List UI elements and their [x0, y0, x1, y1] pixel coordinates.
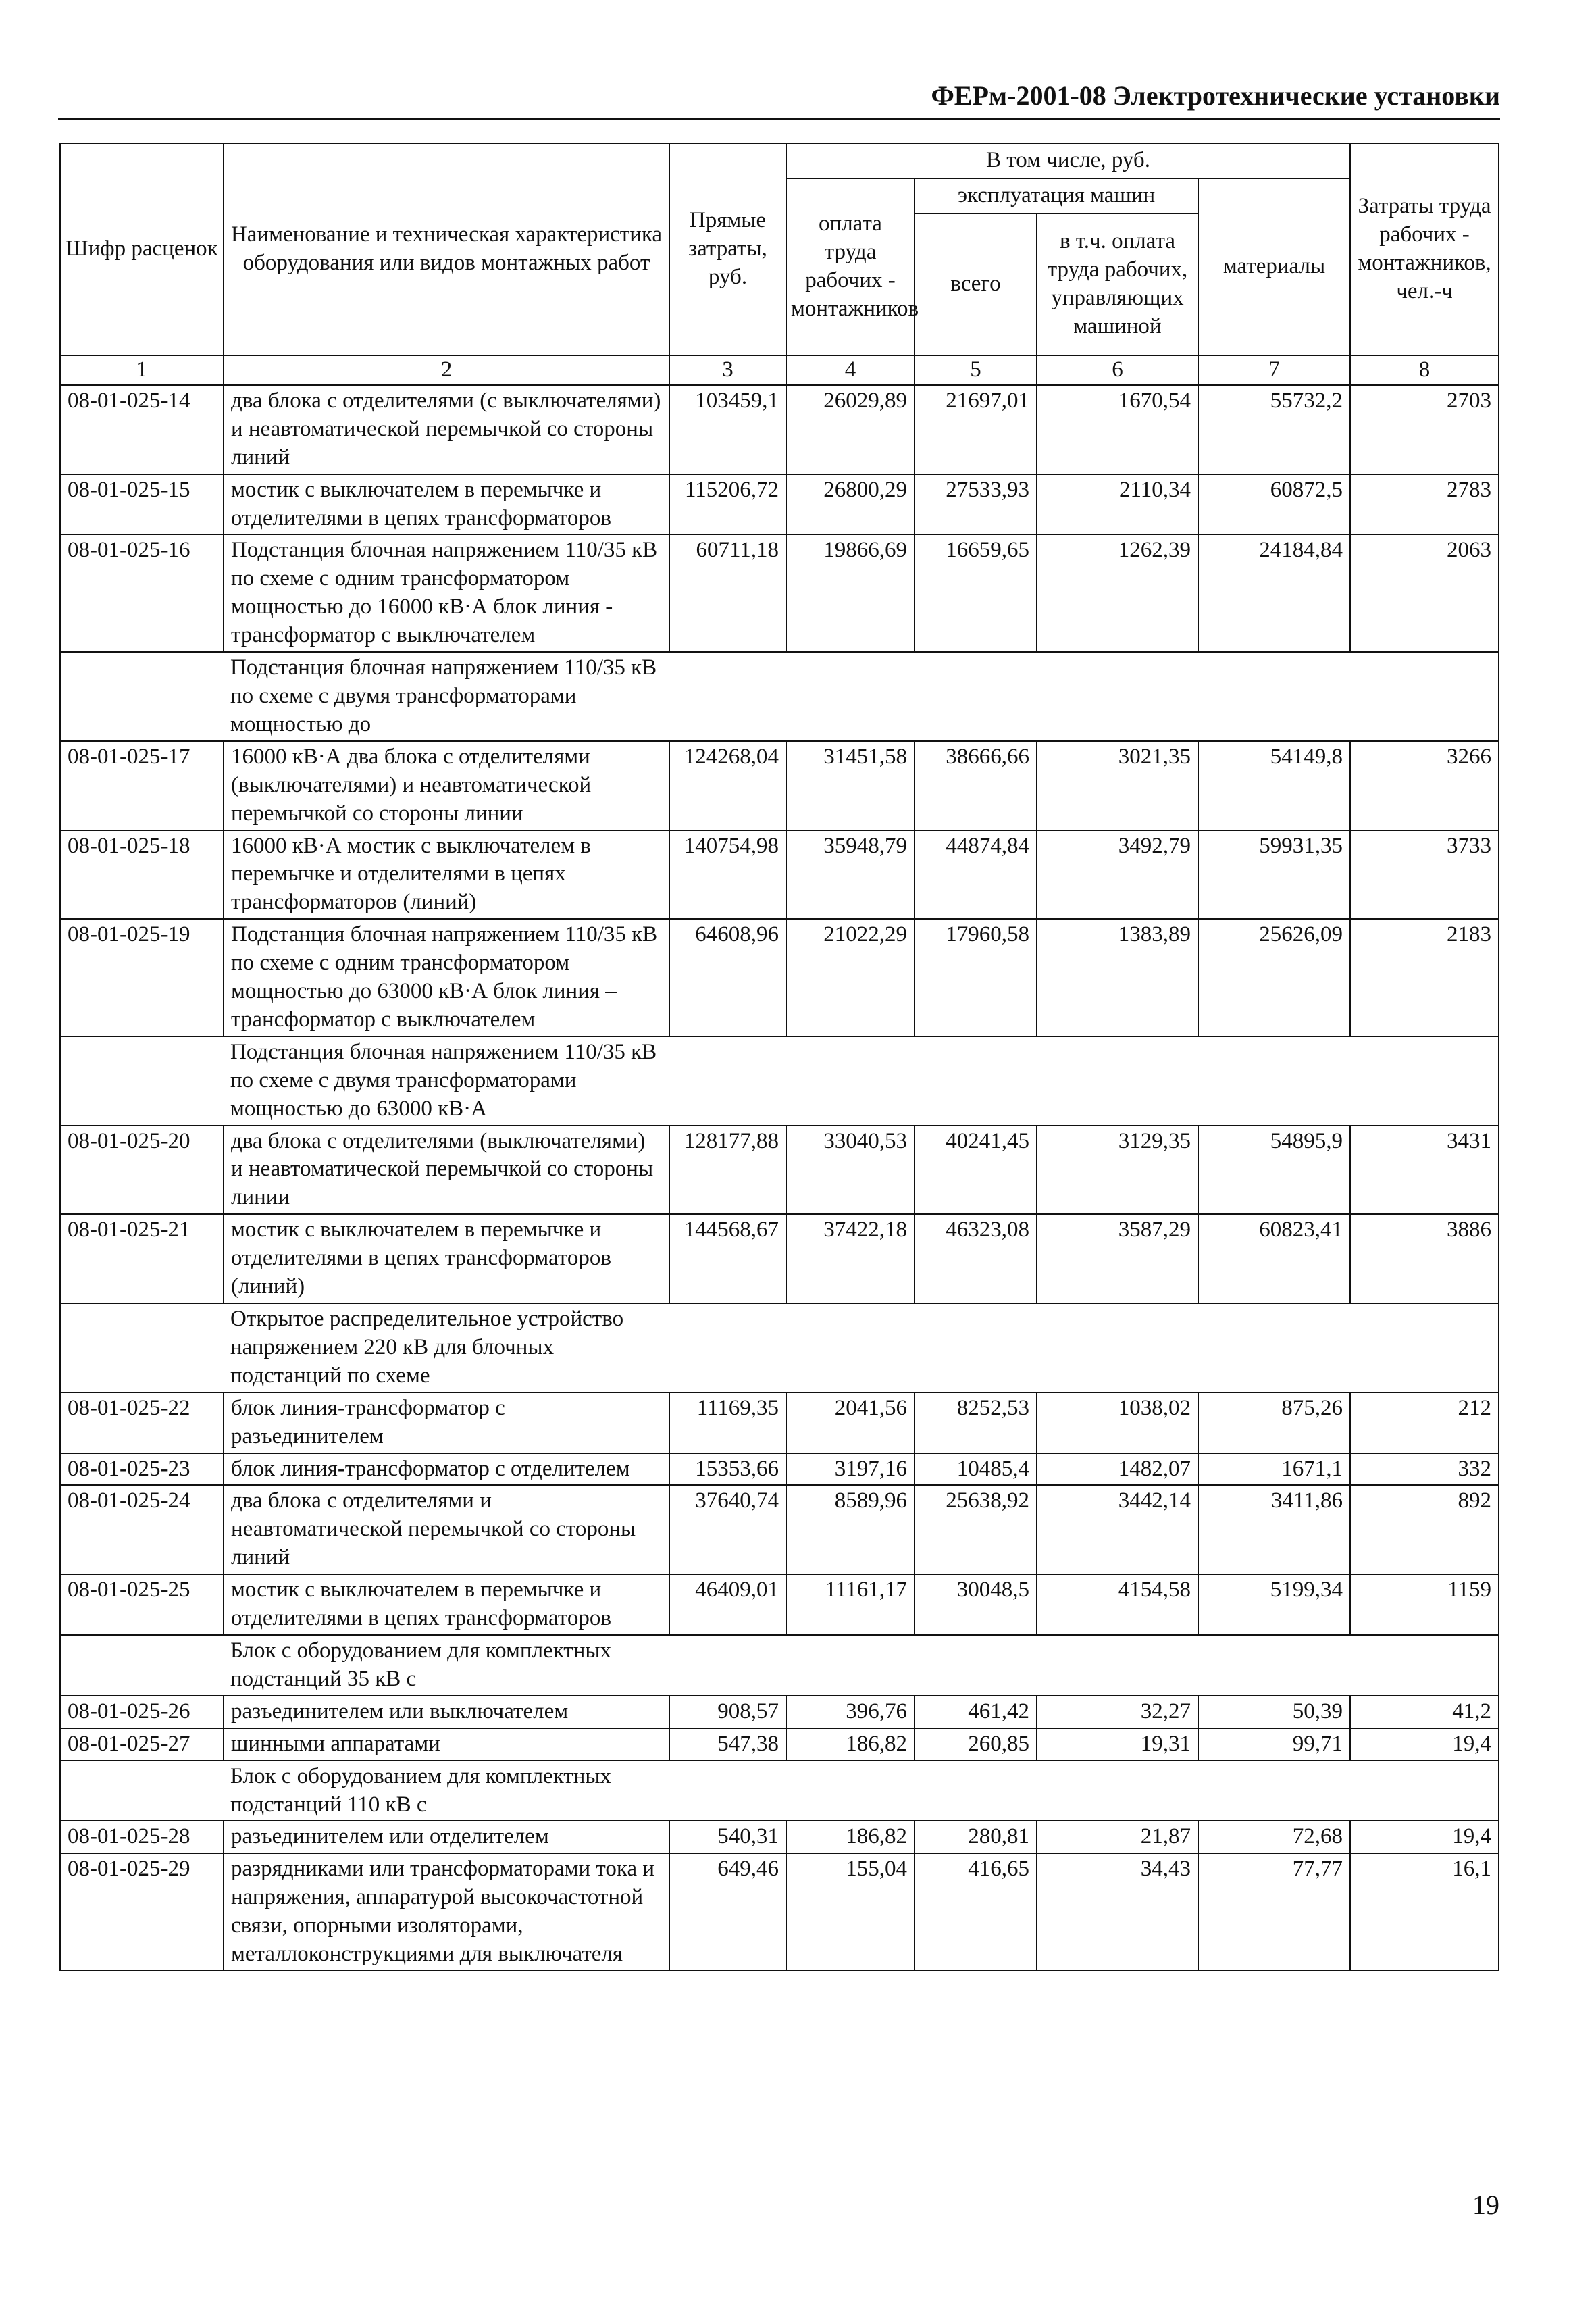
- rate-code: 08-01-025-26: [60, 1696, 224, 1728]
- value-materials: 60872,5: [1198, 474, 1350, 535]
- value-direct: 124268,04: [669, 741, 786, 830]
- value-direct: 908,57: [669, 1696, 786, 1728]
- value-machines-wages: 3587,29: [1037, 1214, 1198, 1303]
- value-direct: 11169,35: [669, 1392, 786, 1453]
- section-title: Блок с оборудованием для комплектных подстанций 110 кВ с: [224, 1761, 669, 1821]
- header-direct-costs: Прямые затраты, руб.: [669, 143, 786, 355]
- rate-description: Подстанция блочная напряжением 110/35 кВ по схеме с одним трансформатором мощностью до 63000 кВ·А блок линия – трансформатор с выключателем: [224, 919, 669, 1036]
- rates-table-body: [60, 385, 1499, 1971]
- value-machines-wages: 1482,07: [1037, 1453, 1198, 1486]
- column-number: 1: [60, 355, 224, 385]
- rate-code: 08-01-025-19: [60, 919, 224, 1036]
- rate-code: 08-01-025-21: [60, 1214, 224, 1303]
- value-wages: 26029,89: [786, 385, 915, 474]
- rate-description: два блока с отделителями (с выключателями) и неавтоматической перемычкой со стороны линий: [224, 385, 669, 474]
- value-machines-wages: 1670,54: [1037, 385, 1198, 474]
- header-machines-total: всего: [915, 213, 1037, 355]
- section-blank-cell: [60, 1303, 224, 1392]
- value-labor: 332: [1350, 1453, 1499, 1486]
- section-blank-cell: [60, 1036, 224, 1126]
- value-wages: 35948,79: [786, 830, 915, 920]
- value-machines-total: 16659,65: [915, 534, 1037, 652]
- header-machines-wages: в т.ч. оплата труда рабочих, управляющих машиной: [1037, 213, 1198, 355]
- value-labor: 3733: [1350, 830, 1499, 920]
- value-direct: 115206,72: [669, 474, 786, 535]
- value-labor: 19,4: [1350, 1821, 1499, 1853]
- rate-description: 16000 кВ·А два блока с отделителями (выключателями) и неавтоматической перемычкой со стороны линии: [224, 741, 669, 830]
- table-row: [60, 1728, 1499, 1761]
- value-machines-total: 30048,5: [915, 1574, 1037, 1635]
- value-wages: 186,82: [786, 1728, 915, 1761]
- value-materials: 54149,8: [1198, 741, 1350, 830]
- value-materials: 1671,1: [1198, 1453, 1350, 1486]
- section-row: [60, 1635, 1499, 1696]
- section-blank-cell: [60, 652, 224, 741]
- value-machines-total: 38666,66: [915, 741, 1037, 830]
- rate-code: 08-01-025-17: [60, 741, 224, 830]
- value-machines-total: 461,42: [915, 1696, 1037, 1728]
- section-title: Открытое распределительное устройство напряжением 220 кВ для блочных подстанций по схеме: [224, 1303, 669, 1392]
- rate-code: 08-01-025-27: [60, 1728, 224, 1761]
- column-number: 3: [669, 355, 786, 385]
- value-direct: 540,31: [669, 1821, 786, 1853]
- column-number: 6: [1037, 355, 1198, 385]
- value-direct: 649,46: [669, 1853, 786, 1971]
- rate-description: разрядниками или трансформаторами тока и напряжения, аппаратурой высокочастотной связи, опорными изоляторами, металлоконструкциями для выключателя: [224, 1853, 669, 1971]
- rate-code: 08-01-025-16: [60, 534, 224, 652]
- table-row: [60, 534, 1499, 652]
- rate-description: Подстанция блочная напряжением 110/35 кВ по схеме с одним трансформатором мощностью до 16000 кВ·А блок линия - трансформатор с выключателем: [224, 534, 669, 652]
- column-number: 4: [786, 355, 915, 385]
- value-machines-wages: 3129,35: [1037, 1126, 1198, 1215]
- value-machines-wages: 1262,39: [1037, 534, 1198, 652]
- rate-code: 08-01-025-28: [60, 1821, 224, 1853]
- value-wages: 19866,69: [786, 534, 915, 652]
- table-row: [60, 1126, 1499, 1215]
- value-machines-total: 25638,92: [915, 1485, 1037, 1574]
- value-machines-wages: 3492,79: [1037, 830, 1198, 920]
- value-machines-wages: 34,43: [1037, 1853, 1198, 1971]
- value-labor: 212: [1350, 1392, 1499, 1453]
- value-materials: 55732,2: [1198, 385, 1350, 474]
- value-machines-wages: 1383,89: [1037, 919, 1198, 1036]
- rate-description: мостик с выключателем в перемычке и отделителями в цепях трансформаторов: [224, 1574, 669, 1635]
- value-machines-wages: 2110,34: [1037, 474, 1198, 535]
- value-labor: 892: [1350, 1485, 1499, 1574]
- table-row: [60, 1453, 1499, 1486]
- value-wages: 26800,29: [786, 474, 915, 535]
- value-wages: 37422,18: [786, 1214, 915, 1303]
- section-blank-cell: [669, 1761, 1499, 1821]
- rate-code: 08-01-025-15: [60, 474, 224, 535]
- value-labor: 3266: [1350, 741, 1499, 830]
- rate-description: разъединителем или отделителем: [224, 1821, 669, 1853]
- value-materials: 50,39: [1198, 1696, 1350, 1728]
- value-machines-total: 10485,4: [915, 1453, 1037, 1486]
- rate-description: мостик с выключателем в перемычке и отделителями в цепях трансформаторов: [224, 474, 669, 535]
- rate-description: разъединителем или выключателем: [224, 1696, 669, 1728]
- rate-code: 08-01-025-22: [60, 1392, 224, 1453]
- section-blank-cell: [669, 1303, 1499, 1392]
- rate-code: 08-01-025-20: [60, 1126, 224, 1215]
- value-machines-wages: 3021,35: [1037, 741, 1198, 830]
- value-labor: 2063: [1350, 534, 1499, 652]
- section-row: [60, 652, 1499, 741]
- value-labor: 3431: [1350, 1126, 1499, 1215]
- value-wages: 11161,17: [786, 1574, 915, 1635]
- value-machines-total: 280,81: [915, 1821, 1037, 1853]
- value-machines-wages: 32,27: [1037, 1696, 1198, 1728]
- value-machines-total: 8252,53: [915, 1392, 1037, 1453]
- value-machines-total: 44874,84: [915, 830, 1037, 920]
- value-direct: 46409,01: [669, 1574, 786, 1635]
- value-materials: 99,71: [1198, 1728, 1350, 1761]
- value-materials: 25626,09: [1198, 919, 1350, 1036]
- value-materials: 5199,34: [1198, 1574, 1350, 1635]
- value-direct: 15353,66: [669, 1453, 786, 1486]
- value-machines-total: 21697,01: [915, 385, 1037, 474]
- value-machines-wages: 21,87: [1037, 1821, 1198, 1853]
- header-labor: Затраты труда рабочих - монтажников, чел.-ч: [1350, 143, 1499, 355]
- rate-description: блок линия-трансформатор с разъединителем: [224, 1392, 669, 1453]
- value-materials: 3411,86: [1198, 1485, 1350, 1574]
- section-row: [60, 1761, 1499, 1821]
- value-machines-wages: 1038,02: [1037, 1392, 1198, 1453]
- rate-description: блок линия-трансформатор с отделителем: [224, 1453, 669, 1486]
- section-blank-cell: [669, 1036, 1499, 1126]
- column-number: 5: [915, 355, 1037, 385]
- rate-code: 08-01-025-23: [60, 1453, 224, 1486]
- value-labor: 2703: [1350, 385, 1499, 474]
- value-machines-total: 46323,08: [915, 1214, 1037, 1303]
- rate-description: шинными аппаратами: [224, 1728, 669, 1761]
- value-labor: 19,4: [1350, 1728, 1499, 1761]
- value-wages: 31451,58: [786, 741, 915, 830]
- value-materials: 60823,41: [1198, 1214, 1350, 1303]
- rates-table: [59, 143, 1499, 1971]
- section-blank-cell: [669, 1635, 1499, 1696]
- value-machines-wages: 19,31: [1037, 1728, 1198, 1761]
- value-labor: 3886: [1350, 1214, 1499, 1303]
- value-materials: 24184,84: [1198, 534, 1350, 652]
- value-machines-wages: 3442,14: [1037, 1485, 1198, 1574]
- header-machines: эксплуатация машин: [915, 178, 1198, 213]
- value-wages: 186,82: [786, 1821, 915, 1853]
- value-materials: 54895,9: [1198, 1126, 1350, 1215]
- value-wages: 33040,53: [786, 1126, 915, 1215]
- value-direct: 144568,67: [669, 1214, 786, 1303]
- table-row: [60, 1574, 1499, 1635]
- value-wages: 3197,16: [786, 1453, 915, 1486]
- value-direct: 547,38: [669, 1728, 786, 1761]
- value-machines-total: 260,85: [915, 1728, 1037, 1761]
- value-direct: 140754,98: [669, 830, 786, 920]
- rate-description: два блока с отделителями и неавтоматической перемычкой со стороны линий: [224, 1485, 669, 1574]
- section-blank-cell: [669, 652, 1499, 741]
- table-row: [60, 1485, 1499, 1574]
- rate-code: 08-01-025-29: [60, 1853, 224, 1971]
- table-row: [60, 474, 1499, 535]
- value-materials: 77,77: [1198, 1853, 1350, 1971]
- table-row: [60, 919, 1499, 1036]
- section-row: [60, 1036, 1499, 1126]
- rate-code: 08-01-025-25: [60, 1574, 224, 1635]
- header-materials: материалы: [1198, 178, 1350, 355]
- section-row: [60, 1303, 1499, 1392]
- value-wages: 8589,96: [786, 1485, 915, 1574]
- table-row: [60, 1392, 1499, 1453]
- rate-code: 08-01-025-18: [60, 830, 224, 920]
- value-labor: 16,1: [1350, 1853, 1499, 1971]
- value-machines-total: 27533,93: [915, 474, 1037, 535]
- column-number: 8: [1350, 355, 1499, 385]
- value-labor: 41,2: [1350, 1696, 1499, 1728]
- page-header-title: ФЕРм-2001-08 Электротехнические установки: [931, 80, 1500, 111]
- value-direct: 37640,74: [669, 1485, 786, 1574]
- section-title: Блок с оборудованием для комплектных подстанций 35 кВ с: [224, 1635, 669, 1696]
- rate-code: 08-01-025-14: [60, 385, 224, 474]
- value-machines-total: 416,65: [915, 1853, 1037, 1971]
- header-including: В том числе, руб.: [786, 143, 1350, 178]
- table-row: [60, 1214, 1499, 1303]
- value-materials: 59931,35: [1198, 830, 1350, 920]
- section-title: Подстанция блочная напряжением 110/35 кВ по схеме с двумя трансформаторами мощностью до 63000 кВ·А: [224, 1036, 669, 1126]
- table-row: [60, 830, 1499, 920]
- table-row: [60, 385, 1499, 474]
- table-row: [60, 1821, 1499, 1853]
- rate-description: 16000 кВ·А мостик с выключателем в перемычке и отделителями в цепях трансформаторов (линий): [224, 830, 669, 920]
- value-direct: 128177,88: [669, 1126, 786, 1215]
- value-direct: 103459,1: [669, 385, 786, 474]
- value-wages: 396,76: [786, 1696, 915, 1728]
- rate-description: два блока с отделителями (выключателями) и неавтоматической перемычкой со стороны линии: [224, 1126, 669, 1215]
- value-labor: 2183: [1350, 919, 1499, 1036]
- value-labor: 1159: [1350, 1574, 1499, 1635]
- value-labor: 2783: [1350, 474, 1499, 535]
- header-name: Наименование и техническая характеристика оборудования или видов монтажных работ: [224, 143, 669, 355]
- table-row: [60, 1853, 1499, 1971]
- section-title: Подстанция блочная напряжением 110/35 кВ по схеме с двумя трансформаторами мощностью до: [224, 652, 669, 741]
- value-wages: 155,04: [786, 1853, 915, 1971]
- value-materials: 875,26: [1198, 1392, 1350, 1453]
- table-row: [60, 1696, 1499, 1728]
- column-number: 7: [1198, 355, 1350, 385]
- value-machines-total: 40241,45: [915, 1126, 1037, 1215]
- column-number: 2: [224, 355, 669, 385]
- rate-code: 08-01-025-24: [60, 1485, 224, 1574]
- rate-description: мостик с выключателем в перемычке и отделителями в цепях трансформаторов (линий): [224, 1214, 669, 1303]
- value-wages: 2041,56: [786, 1392, 915, 1453]
- value-direct: 64608,96: [669, 919, 786, 1036]
- value-materials: 72,68: [1198, 1821, 1350, 1853]
- page-number: 19: [1472, 2190, 1499, 2220]
- header-rule: [58, 118, 1500, 120]
- value-machines-total: 17960,58: [915, 919, 1037, 1036]
- value-direct: 60711,18: [669, 534, 786, 652]
- value-wages: 21022,29: [786, 919, 915, 1036]
- section-blank-cell: [60, 1761, 224, 1821]
- header-code: Шифр расценок: [60, 143, 224, 355]
- header-wages: оплата труда рабочих - монтажников: [786, 178, 915, 355]
- value-machines-wages: 4154,58: [1037, 1574, 1198, 1635]
- table-row: [60, 741, 1499, 830]
- section-blank-cell: [60, 1635, 224, 1696]
